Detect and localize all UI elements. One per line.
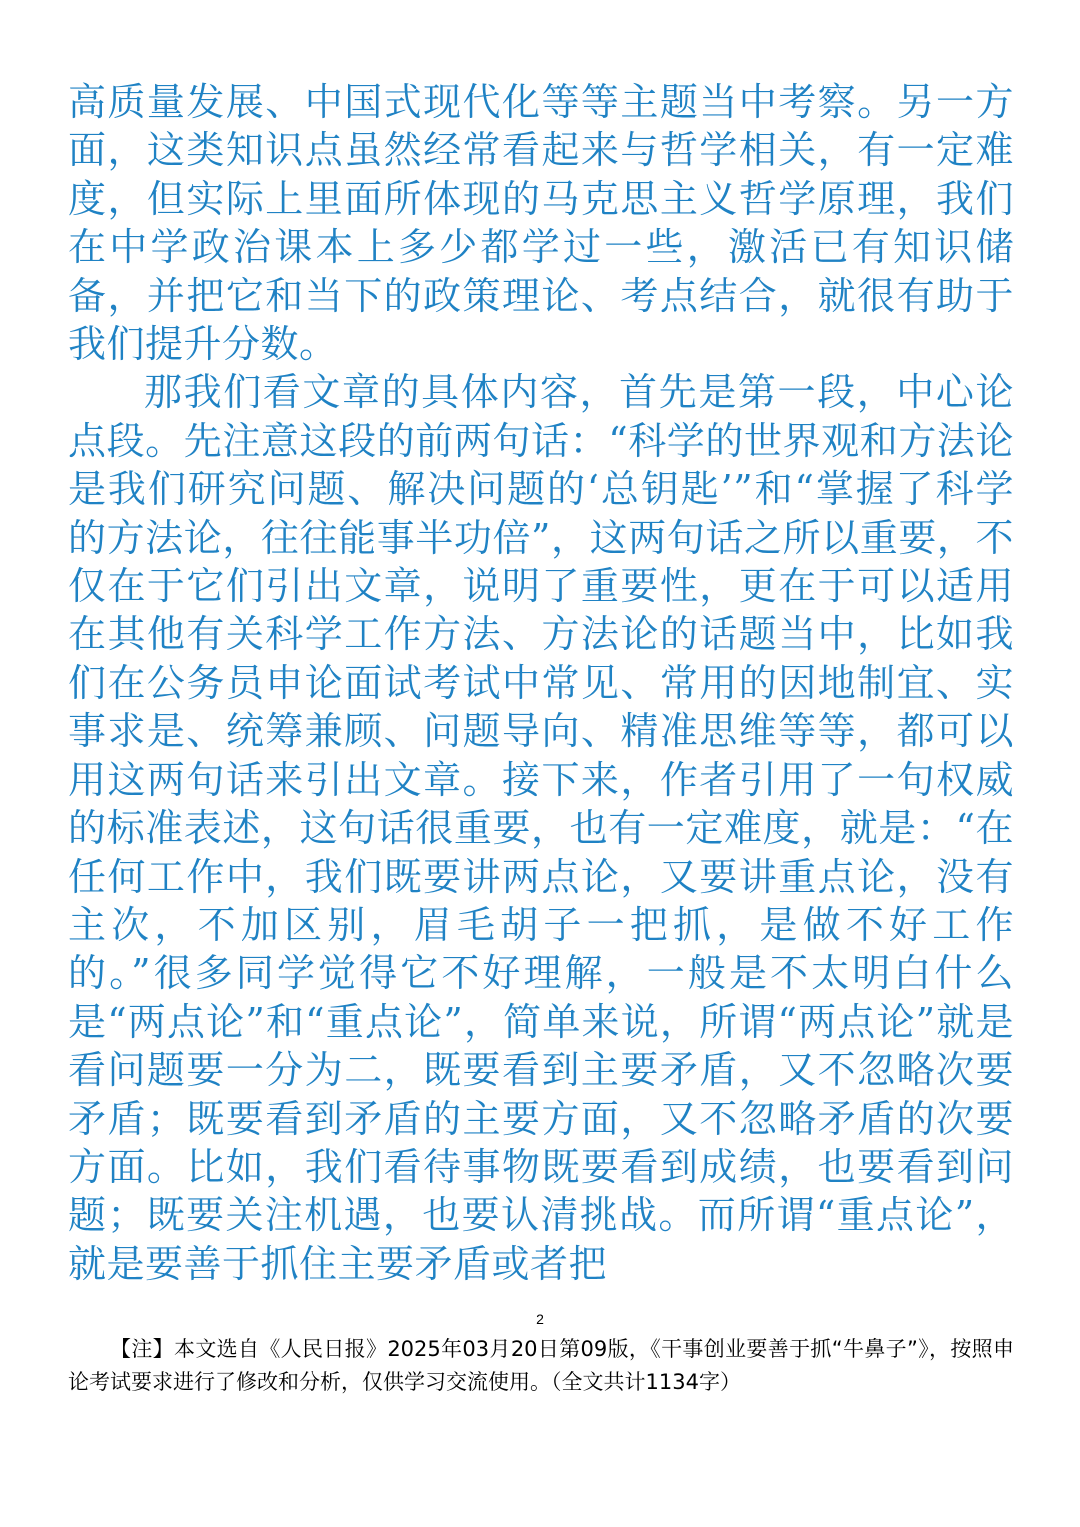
body-paragraph: 高质量发展、中国式现代化等等主题当中考察。另一方面，这类知识点虽然经常看起来与哲学相关，有一定难度，但实际上里面所体现的马克思主义哲学原理，我们在中学政治课本上多少都学过一些，激活已有知识储备，并把它和当下的政策理论、考点结合，就很有助于我们提升分数。 [68, 80, 1014, 367]
body-paragraph: 那我们看文章的具体内容，首先是第一段，中心论点段。先注意这段的前两句话：“科学的世界观和方法论是我们研究问题、解决问题的‘总钥匙’”和“掌握了科学的方法论，往往能事半功倍”，这两句话之所以重要，不仅在于它们引出文章，说明了重要性，更在于可以适用在其他有关科学工作方法、方法论的话题当中，比如我们在公务员申论面试考试中常见、常用的因地制宜、实事求是、统筹兼顾、问题导向、精准思维等等，都可以用这两句话来引出文章。接下来，作者引用了一句权威的标准表述，这句话很重要，也有一定难度，就是：“在任何工作中，我们既要讲两点论，又要讲重点论，没有主次，不加区别，眉毛胡子一把抓，是做不好工作的。”很多同学觉得它不好理解，一般是不太明白什么是“两点论”和“重点论”，简单来说，所谓“两点论”就是看问题要一分为二，既要看到主要矛盾，又不忽略次要矛盾；既要看到矛盾的主要方面，又不忽略矛盾的次要方面。比如，我们看待事物既要看到成绩，也要看到问题；既要关注机遇，也要认清挑战。而所谓“重点论”，就是要善于抓住主要矛盾或者把 [68, 370, 1014, 1286]
footnote [68, 1333, 1014, 1399]
article-body [68, 78, 1014, 1288]
page-number: 2 [536, 1311, 544, 1327]
footnote-text: 【注】本文选自《人民日报》2025年03月20日第09版，《干事创业要善于抓“牛鼻子”》，按照申论考试要求进行了修改和分析，仅供学习交流使用。（全文共计1134字） [68, 1337, 1014, 1394]
